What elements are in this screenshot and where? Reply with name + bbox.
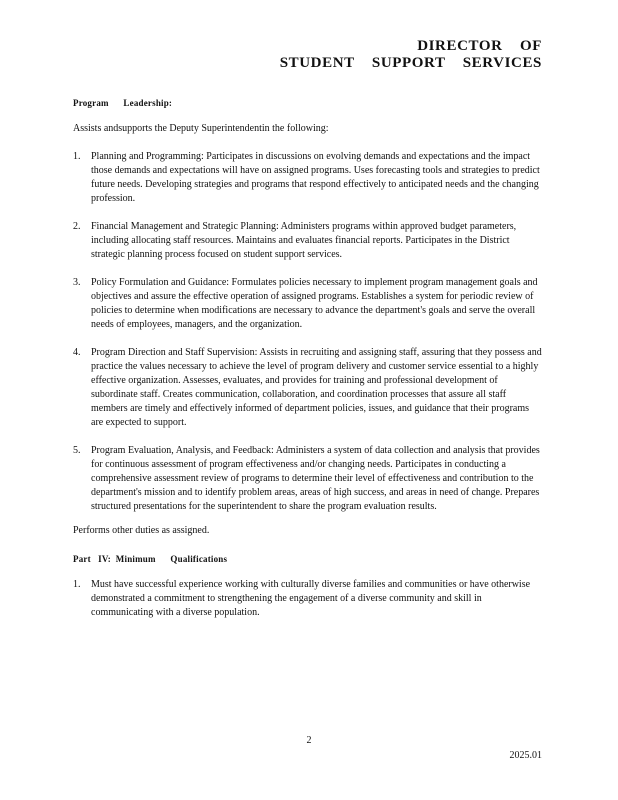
list-item-text: Program Evaluation, Analysis, and Feedback: Administers a system of data collection and analysis that provides for continuous assessment of program effectiveness and/or changing needs. Participates in conducting a comprehensive assessment review of programs to determine their level of effectiveness and contribution to the department's mission and to identify problem areas, areas of high success, and areas in need of change. Prepares structured presentations for the superintendent to share the program evaluation results. xyxy=(91,445,540,512)
list-item-number: 1. xyxy=(73,579,81,590)
list-item xyxy=(73,578,543,620)
list-item-number: 1. xyxy=(73,151,81,162)
document-title xyxy=(280,38,542,72)
list-item xyxy=(73,276,543,332)
list-item-text: Planning and Programming: Participates in discussions on evolving demands and expectations and the impact those demands and expectations will have on assigned programs. Uses forecasting tools and strategies to predict future needs. Developing strategies and programs that respond effectively to anticipated needs and the changing profession. xyxy=(91,151,540,204)
list-item-number: 2. xyxy=(73,221,81,232)
list-item xyxy=(73,444,543,514)
list-item-number: 5. xyxy=(73,445,81,456)
list-item-number: 4. xyxy=(73,347,81,358)
revision-date: 2025.01 xyxy=(509,750,542,761)
list-item-number: 3. xyxy=(73,277,81,288)
duties-list xyxy=(73,150,543,514)
list-item-text: Program Direction and Staff Supervision: Assists in recruiting and assigning staff, assuring that they possess and practice the values necessary to achieve the level of program delivery and customer service essential to a highly effective organization. Assesses, evaluates, and provides for training and professional development of subordinate staff. Creates communication, collaboration, and coordination processes that assure all staff members are timely and effectively informed of department policies, issues, and guidance that their programs are expected to support. xyxy=(91,347,542,428)
title-line-1: DIRECTOR OF xyxy=(417,38,542,54)
closing-paragraph: Performs other duties as assigned. xyxy=(73,525,210,536)
qualifications-list xyxy=(73,578,543,620)
title-line-2: STUDENT SUPPORT SERVICES xyxy=(279,55,542,71)
list-item-text: Financial Management and Strategic Planning: Administers programs within approved budget parameters, including allocating staff resources. Maintains and evaluates financial reports. Participates in the District strategic planning process focused on student support services. xyxy=(91,221,517,260)
list-item xyxy=(73,220,543,262)
list-item xyxy=(73,150,543,206)
list-item-text: Must have successful experience working with culturally diverse families and communities or have otherwise demonstrated a commitment to strengthening the engagement of a diverse community and skill in communicating with a diverse population. xyxy=(91,579,531,618)
intro-paragraph: Assists andsupports the Deputy Superintendentin the following: xyxy=(73,123,329,134)
document-body xyxy=(73,96,543,634)
page-number: 2 xyxy=(306,735,312,746)
section-heading-minimum-qualifications: Part IV: Minimum Qualifications xyxy=(73,554,228,564)
list-item xyxy=(73,346,543,430)
list-item-text: Policy Formulation and Guidance: Formulates policies necessary to implement program management goals and objectives and assure the effective operation of assigned programs. Establishes a system for periodic review of policies to determine when modifications are necessary to advance the department's goals and serve the overall needs of employees, managers, and the organization. xyxy=(91,277,538,330)
section-heading-program-leadership: Program Leadership: xyxy=(73,98,173,108)
